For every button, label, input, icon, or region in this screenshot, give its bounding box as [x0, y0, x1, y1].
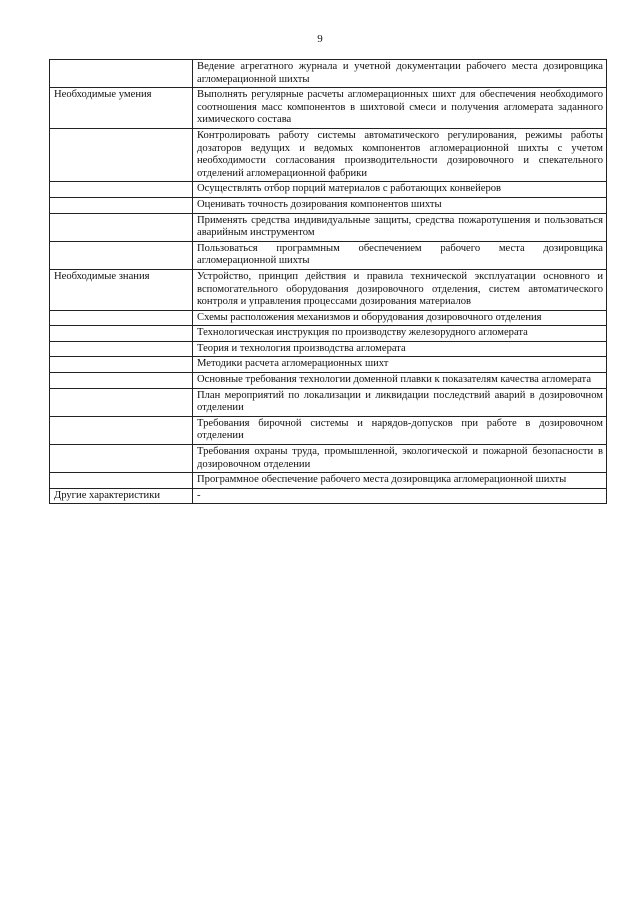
requirement-text: Выполнять регулярные расчеты агломерационных шихт для обеспечения необходимого соотношения масс компонентов в шихтовой смеси и получения агломерата заданного химического состава — [197, 89, 603, 126]
requirement-cell — [193, 388, 607, 416]
requirement-text: Пользоваться программным обеспечением рабочего места дозировщика агломерационной шихты — [197, 242, 603, 267]
table-row — [50, 488, 607, 504]
requirement-text: Основные требования технологии доменной плавки к показателям качества агломерата — [197, 374, 592, 386]
row-label-cell — [50, 488, 193, 504]
requirement-cell — [193, 60, 607, 88]
page-number: 9 — [317, 33, 323, 45]
row-label-cell — [50, 182, 193, 198]
requirement-text: Теория и технология производства агломерата — [197, 342, 406, 354]
table-row — [50, 269, 607, 310]
requirement-cell — [193, 197, 607, 213]
qualification-table — [49, 59, 607, 504]
requirement-cell — [193, 416, 607, 444]
table-row — [50, 182, 607, 198]
row-label-cell — [50, 388, 193, 416]
row-label-cell — [50, 416, 193, 444]
requirement-text: Методики расчета агломерационных шихт — [197, 358, 389, 370]
row-label-cell — [50, 128, 193, 181]
section-label: Другие характеристики — [54, 489, 161, 501]
requirement-cell — [193, 213, 607, 241]
requirement-cell — [193, 241, 607, 269]
table-row — [50, 473, 607, 489]
requirement-text: Осуществлять отбор порций материалов с работающих конвейеров — [197, 183, 502, 195]
requirement-text: Применять средства индивидуальные защиты, средства пожаротушения и пользоваться аварийным инструментом — [197, 214, 603, 239]
section-label: Необходимые умения — [54, 89, 152, 101]
row-label-cell — [50, 88, 193, 129]
table-row — [50, 88, 607, 129]
requirement-text: Технологическая инструкция по производству железорудного агломерата — [197, 327, 528, 339]
table-row — [50, 310, 607, 326]
requirement-text: Программное обеспечение рабочего места дозировщика агломерационной шихты — [197, 474, 567, 486]
row-label-cell — [50, 197, 193, 213]
row-label-cell — [50, 310, 193, 326]
requirement-text: Требования бирочной системы и нарядов-допусков при работе в дозировочном отделении — [197, 417, 603, 442]
requirement-text: Требования охраны труда, промышленной, экологической и пожарной безопасности в дозировочном отделении — [197, 446, 603, 470]
row-label-cell — [50, 326, 193, 342]
requirement-cell — [193, 357, 607, 373]
requirement-cell — [193, 182, 607, 198]
requirement-cell — [193, 488, 607, 504]
row-label-cell — [50, 373, 193, 389]
requirement-cell — [193, 473, 607, 489]
table-row — [50, 388, 607, 416]
requirement-cell — [193, 128, 607, 181]
qualification-table-body — [50, 60, 607, 504]
table-row — [50, 416, 607, 444]
requirement-cell — [193, 326, 607, 342]
requirement-text: Ведение агрегатного журнала и учетной документации рабочего места дозировщика агломерационной шихты — [197, 61, 603, 85]
requirement-cell — [193, 310, 607, 326]
table-row — [50, 128, 607, 181]
row-label-cell — [50, 341, 193, 357]
row-label-cell — [50, 357, 193, 373]
requirement-cell — [193, 373, 607, 389]
requirement-text: Устройство, принцип действия и правила технической эксплуатации основного и вспомогательного оборудования дозировочного отделения, систем автоматического контроля и управления процессами дозирования материалов — [197, 270, 603, 308]
row-label-cell — [50, 445, 193, 473]
table-row — [50, 326, 607, 342]
requirement-text: Схемы расположения механизмов и оборудования дозировочного отделения — [197, 311, 542, 323]
row-label-cell — [50, 60, 193, 88]
table-row — [50, 60, 607, 88]
table-row — [50, 241, 607, 269]
requirement-text: - — [197, 489, 201, 501]
table-row — [50, 213, 607, 241]
requirement-text: Оценивать точность дозирования компонентов шихты — [197, 198, 442, 210]
row-label-cell — [50, 473, 193, 489]
table-row — [50, 445, 607, 473]
requirement-text: План мероприятий по локализации и ликвидации последствий аварий в дозировочном отделении — [197, 389, 603, 414]
row-label-cell — [50, 241, 193, 269]
table-row — [50, 341, 607, 357]
table-row — [50, 357, 607, 373]
row-label-cell — [50, 269, 193, 310]
requirement-cell — [193, 88, 607, 129]
table-row — [50, 197, 607, 213]
row-label-cell — [50, 213, 193, 241]
requirement-cell — [193, 341, 607, 357]
requirement-cell — [193, 269, 607, 310]
section-label: Необходимые знания — [54, 270, 150, 282]
table-row — [50, 373, 607, 389]
requirement-cell — [193, 445, 607, 473]
requirement-text: Контролировать работу системы автоматического регулирования, режимы работы дозаторов ведущих и ведомых компонентов агломерационной шихты с учетом необходимости согласования производительности дозировочного и спекательного отделений агломерационной фабрики — [197, 129, 603, 179]
